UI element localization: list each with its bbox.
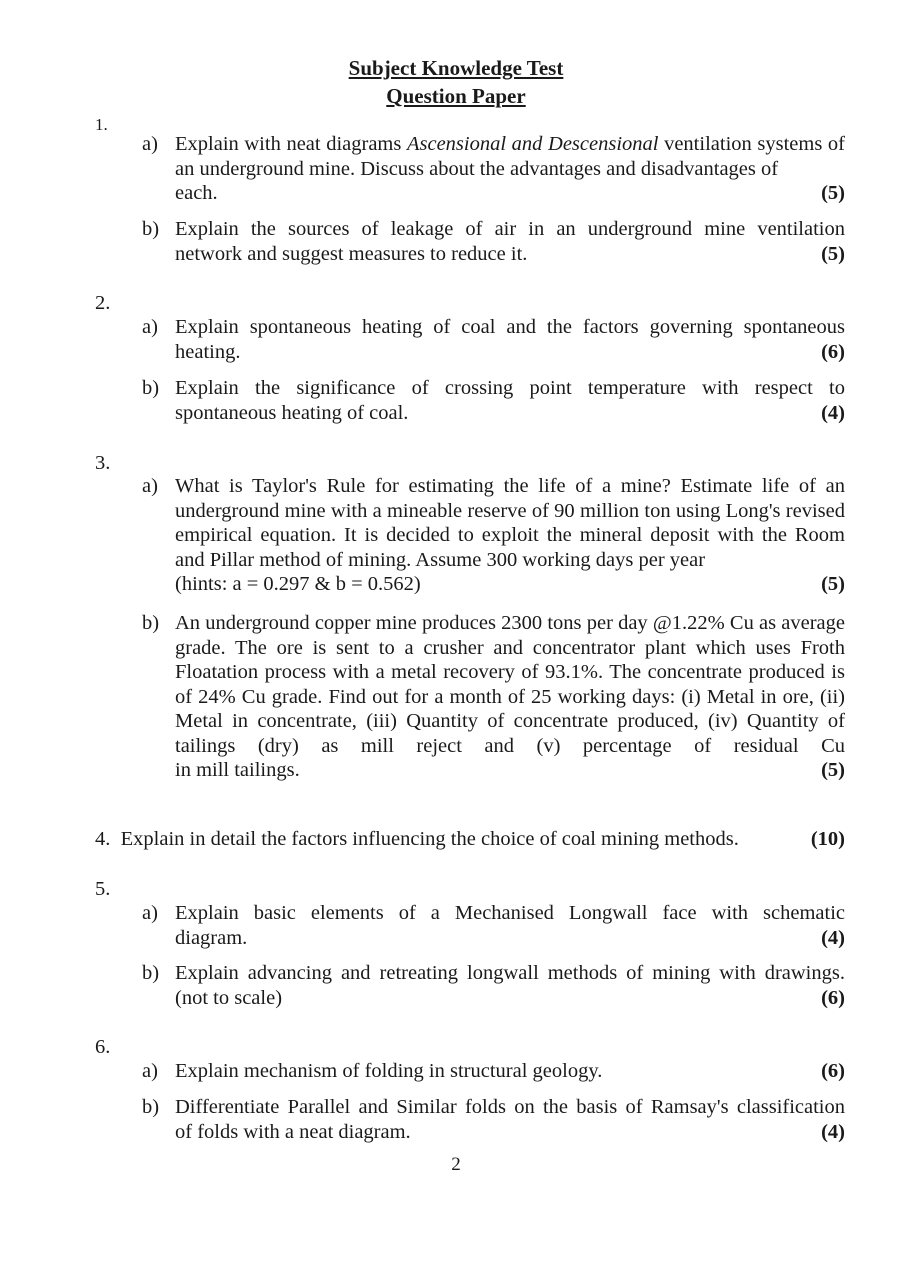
- question-2a: [142, 315, 845, 364]
- question-4: [95, 827, 845, 852]
- part-label: a): [142, 133, 158, 155]
- part-text: An underground copper mine produces 2300 tons per day @1.22% Cu as average grade. The ore is sent to a crusher and concentrator plant which uses Froth Floatation process with a metal recovery of 93.1%. The concentrate produced is of 24% Cu grade. Find out for a month of 25 working days: (i) Metal in ore, (ii) Metal in concentrate, (iii) Quantity of concentrate produced, (iv) Quantity of tailings (dry) as mill reject and (v) percentage of residual Cu in mill tailings. (5): [175, 612, 845, 781]
- marks: (4): [821, 926, 845, 949]
- question-number: 1.: [95, 115, 108, 134]
- part-text: What is Taylor's Rule for estimating the life of a mine? Estimate life of an underground mine with a mineable reserve of 90 million ton using Long's revised empirical equation. It is decided to exploit the mineral deposit with the Room and Pillar method of mining. Assume 300 working days per year (hints: a = 0.297 & b = 0.562) (5): [175, 475, 845, 595]
- italic-term: Ascensional and Descensional: [406, 133, 659, 155]
- paper-title: Subject Knowledge Test: [348, 56, 564, 80]
- marks: (6): [821, 986, 845, 1009]
- paper-subtitle: Question Paper: [386, 84, 526, 108]
- part-text: Explain the sources of leakage of air in an underground mine ventilation network and suggest measures to reduce it. (5): [175, 218, 845, 265]
- part-label: a): [142, 902, 158, 924]
- question-text: Explain in detail the factors influencing the choice of coal mining methods.: [120, 828, 739, 850]
- part-label: b): [142, 1096, 160, 1118]
- part-text: Explain basic elements of a Mechanised Longwall face with schematic diagram. (4): [175, 902, 845, 949]
- part-label: b): [142, 377, 160, 399]
- marks: (5): [821, 182, 845, 204]
- part-label: a): [142, 316, 158, 338]
- question-6a: [142, 1059, 845, 1084]
- question-number: 3.: [95, 452, 111, 474]
- question-number: 4.: [95, 828, 111, 850]
- marks: (5): [821, 242, 845, 265]
- marks: (10): [810, 828, 845, 850]
- question-6b: [142, 1095, 845, 1144]
- question-3a: [142, 474, 845, 597]
- marks: (6): [821, 1060, 845, 1082]
- part-text: Explain mechanism of folding in structural geology. (6): [175, 1060, 845, 1082]
- part-label: b): [142, 612, 160, 634]
- part-text: Explain advancing and retreating longwall methods of mining with drawings. (not to scale) (6): [175, 962, 845, 1009]
- question-number: 2.: [95, 292, 111, 314]
- question-5b: [142, 961, 845, 1010]
- part-text: Differentiate Parallel and Similar folds on the basis of Ramsay's classification of folds with a neat diagram. (4): [175, 1096, 845, 1143]
- question-3b: [142, 611, 845, 783]
- question-1b: [142, 217, 845, 266]
- part-text: Explain with neat diagrams Ascensional and Descensional ventilation systems of an underground mine. Discuss about the advantages and disadvantages of each. (5): [175, 133, 845, 204]
- part-label: b): [142, 218, 160, 240]
- marks: (6): [821, 340, 845, 363]
- marks: (4): [821, 401, 845, 424]
- page-number: 2: [451, 1154, 461, 1175]
- question-number: 5.: [95, 878, 111, 900]
- question-1a: [142, 132, 845, 206]
- question-2b: [142, 376, 845, 425]
- part-text: Explain the significance of crossing point temperature with respect to spontaneous heating of coal. (4): [175, 377, 845, 424]
- marks: (5): [821, 759, 845, 781]
- part-label: b): [142, 962, 160, 984]
- marks: (5): [821, 573, 845, 595]
- part-label: a): [142, 1060, 158, 1082]
- part-label: a): [142, 475, 158, 497]
- marks: (4): [821, 1120, 845, 1143]
- part-text: Explain spontaneous heating of coal and the factors governing spontaneous heating. (6): [175, 316, 845, 363]
- question-5a: [142, 901, 845, 950]
- question-number: 6.: [95, 1036, 111, 1058]
